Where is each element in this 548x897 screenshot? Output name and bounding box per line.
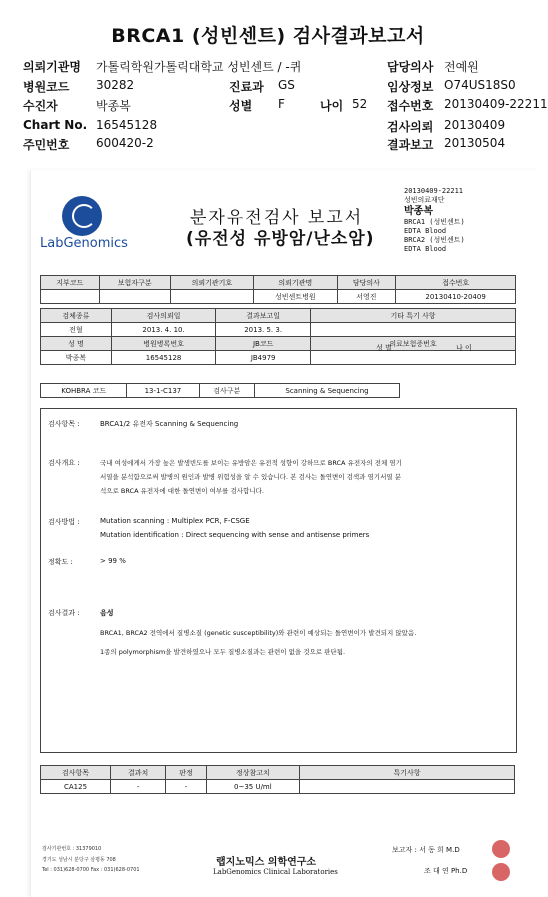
- accuracy-label: 정확도 :: [48, 558, 73, 566]
- kohbra-table: [40, 383, 400, 398]
- marker-table: [40, 765, 515, 794]
- table-header: 결과치: [111, 766, 166, 780]
- report-title: 분자유전검사 보고서: [190, 208, 364, 228]
- table-header: 담당의사: [337, 276, 396, 290]
- result-label: 검사결과 :: [48, 609, 80, 617]
- table-header: 정상참고치: [206, 766, 299, 780]
- table-cell: 전혈: [41, 323, 112, 337]
- seal-stamp-icon: [492, 863, 510, 881]
- id-value: 600420-2: [96, 136, 154, 150]
- patient-value: 박종복: [96, 99, 131, 113]
- table-header: 보험자구분: [99, 276, 170, 290]
- lab-name-ko: 랩지노믹스 의학연구소: [216, 857, 317, 868]
- report-value: 20130504: [444, 136, 506, 150]
- request-value: 20130409: [444, 118, 506, 132]
- result-value: 음성: [100, 609, 114, 617]
- item-label: 검사항목 :: [48, 420, 80, 428]
- sample-label-line4: EDTA Blood: [404, 227, 447, 235]
- footer-line2: 경기도 성남시 분당구 삼평동 708: [42, 857, 116, 863]
- sex-value: F: [278, 97, 285, 111]
- table-header: 기타 특기 사항: [311, 309, 516, 323]
- code-value: 30282: [96, 78, 135, 92]
- chart-value: 16545128: [96, 118, 158, 132]
- summary-label: 검사개요 :: [48, 459, 80, 467]
- info-table: [40, 275, 516, 304]
- type-label: 검사구분: [199, 384, 255, 398]
- page-title: BRCA1 (성빈센트) 검사결과보고서: [111, 25, 425, 47]
- labgenomics-logo-icon: [62, 196, 102, 236]
- id-label: 주민번호: [23, 138, 70, 152]
- table-header: 의뢰기관명: [254, 276, 337, 290]
- table-cell: 16545128: [111, 351, 216, 365]
- hospital-label: 의뢰기관명: [23, 60, 81, 74]
- info-table-2: [40, 308, 516, 365]
- table-cell: 20130410-20409: [396, 290, 516, 304]
- result-line2: 1종의 polymorphism을 발견하였으나 모두 질병소질과는 관련이 없을 것으로 판단됨.: [100, 648, 346, 656]
- sample-label-line3: BRCA1 (성빈센트): [404, 218, 465, 226]
- table-header: 검사항목: [41, 766, 111, 780]
- accuracy-value: > 99 %: [100, 557, 126, 565]
- method-line2: Mutation identification : Direct sequencing with sense and antisense primers: [100, 531, 370, 539]
- kohbra-label: KOHBRA 코드: [41, 384, 127, 398]
- table-cell: 박종복: [41, 351, 112, 365]
- table-cell: [170, 290, 253, 304]
- table-header: 판정: [166, 766, 206, 780]
- footer-line1: 검사기관번호 : 31379010: [42, 846, 102, 852]
- table-cell: -: [166, 780, 206, 794]
- table-cell: 2013. 4. 10.: [111, 323, 216, 337]
- receipt-value: 20130409-22211: [444, 97, 548, 111]
- sample-label: [404, 187, 465, 254]
- table-header: 성 명: [41, 337, 112, 351]
- reporter-2: 조 대 연 Ph.D: [424, 867, 468, 875]
- table-cell: [41, 290, 100, 304]
- clinical-value: O74US18S0: [444, 78, 516, 92]
- footer-line3: Tel : 031)628-0700 Fax : 031)628-0701: [42, 867, 140, 873]
- table-cell: [311, 351, 516, 365]
- summary-line3: 석으로 BRCA 유전자에 대한 돌연변이 여부를 검사합니다.: [100, 487, 264, 495]
- method-line1: Mutation scanning : Multiplex PCR, F-CSGE: [100, 517, 250, 525]
- doctor-value: 전예원: [444, 60, 479, 74]
- table-header: 지부코드: [41, 276, 100, 290]
- result-line1: BRCA1, BRCA2 전역에서 질병소질 (genetic susceptibility)와 관련이 예상되는 돌연변이가 발견되지 않았음.: [100, 629, 417, 637]
- table-cell: JB4979: [216, 351, 311, 365]
- summary-line1: 국내 여성에게서 가장 높은 발생빈도를 보이는 유방암은 유전적 성향이 강하므로 BRCA 유전자의 전체 염기: [100, 459, 402, 467]
- seal-stamp-icon: [492, 840, 510, 858]
- table-header: 검사의뢰일: [111, 309, 216, 323]
- reporter-1: 보고자 : 서 동 희 M.D: [392, 846, 460, 854]
- dept-value: GS: [278, 78, 295, 92]
- item-value: BRCA1/2 유전자 Scanning & Sequencing: [100, 420, 239, 428]
- type-value: Scanning & Sequencing: [255, 384, 400, 398]
- sex-header: 성 별: [376, 344, 392, 352]
- table-cell: [99, 290, 170, 304]
- table-cell: [311, 323, 516, 337]
- logo-text: LabGenomics: [40, 236, 128, 251]
- patient-label: 수진자: [23, 99, 58, 113]
- chart-label: Chart No.: [23, 118, 88, 132]
- sex-label: 성별: [229, 99, 253, 113]
- sample-label-line1: 20130409-22211: [404, 187, 464, 195]
- table-header: 의료보험증번호: [311, 337, 516, 351]
- table-cell: 0~35 U/ml: [206, 780, 299, 794]
- table-header: 특기사항: [300, 766, 515, 780]
- age-label: 나이: [320, 99, 344, 113]
- table-cell: CA125: [41, 780, 111, 794]
- report-subtitle: (유전성 유방암/난소암): [186, 229, 375, 249]
- code-label: 병원코드: [23, 80, 70, 94]
- receipt-label: 접수번호: [387, 99, 434, 113]
- sample-label-line6: EDTA Blood: [404, 245, 447, 253]
- age-value: 52: [352, 97, 368, 111]
- dept-label: 진료과: [229, 80, 264, 94]
- table-header: 병원병록번호: [111, 337, 216, 351]
- table-cell: 성빈센트병원: [254, 290, 337, 304]
- table-header: JB코드: [216, 337, 311, 351]
- table-cell: [300, 780, 515, 794]
- table-cell: 2013. 5. 3.: [216, 323, 311, 337]
- lab-name-en: LabGenomics Clinical Laboratories: [213, 868, 338, 876]
- hospital-value: 가톨릭학원가톨릭대학교 성빈센트 / -퀴: [96, 60, 302, 74]
- method-label: 검사방법 :: [48, 518, 80, 526]
- request-label: 검사의뢰: [387, 120, 434, 134]
- table-header: 결과보고일: [216, 309, 311, 323]
- sample-label-name: 박종복: [404, 206, 433, 217]
- sample-label-line5: BRCA2 (성빈센트): [404, 236, 465, 244]
- summary-line2: 서열을 분석함으로써 발병의 원인과 발병 위험성을 알 수 있습니다. 본 검사는 돌연변이 검색과 염기서열 분: [100, 473, 401, 481]
- doctor-label: 담당의사: [387, 60, 434, 74]
- kohbra-code: 13-1-C137: [127, 384, 199, 398]
- report-label: 결과보고: [387, 138, 434, 152]
- age-header: 나 이: [456, 344, 472, 352]
- table-header: 접수번호: [396, 276, 516, 290]
- table-header: 검체종류: [41, 309, 112, 323]
- table-header: 의뢰기관기호: [170, 276, 253, 290]
- clinical-label: 임상정보: [387, 80, 434, 94]
- table-cell: -: [111, 780, 166, 794]
- sample-label-line2: 성빈의료재단: [404, 196, 445, 204]
- table-cell: 서영진: [337, 290, 396, 304]
